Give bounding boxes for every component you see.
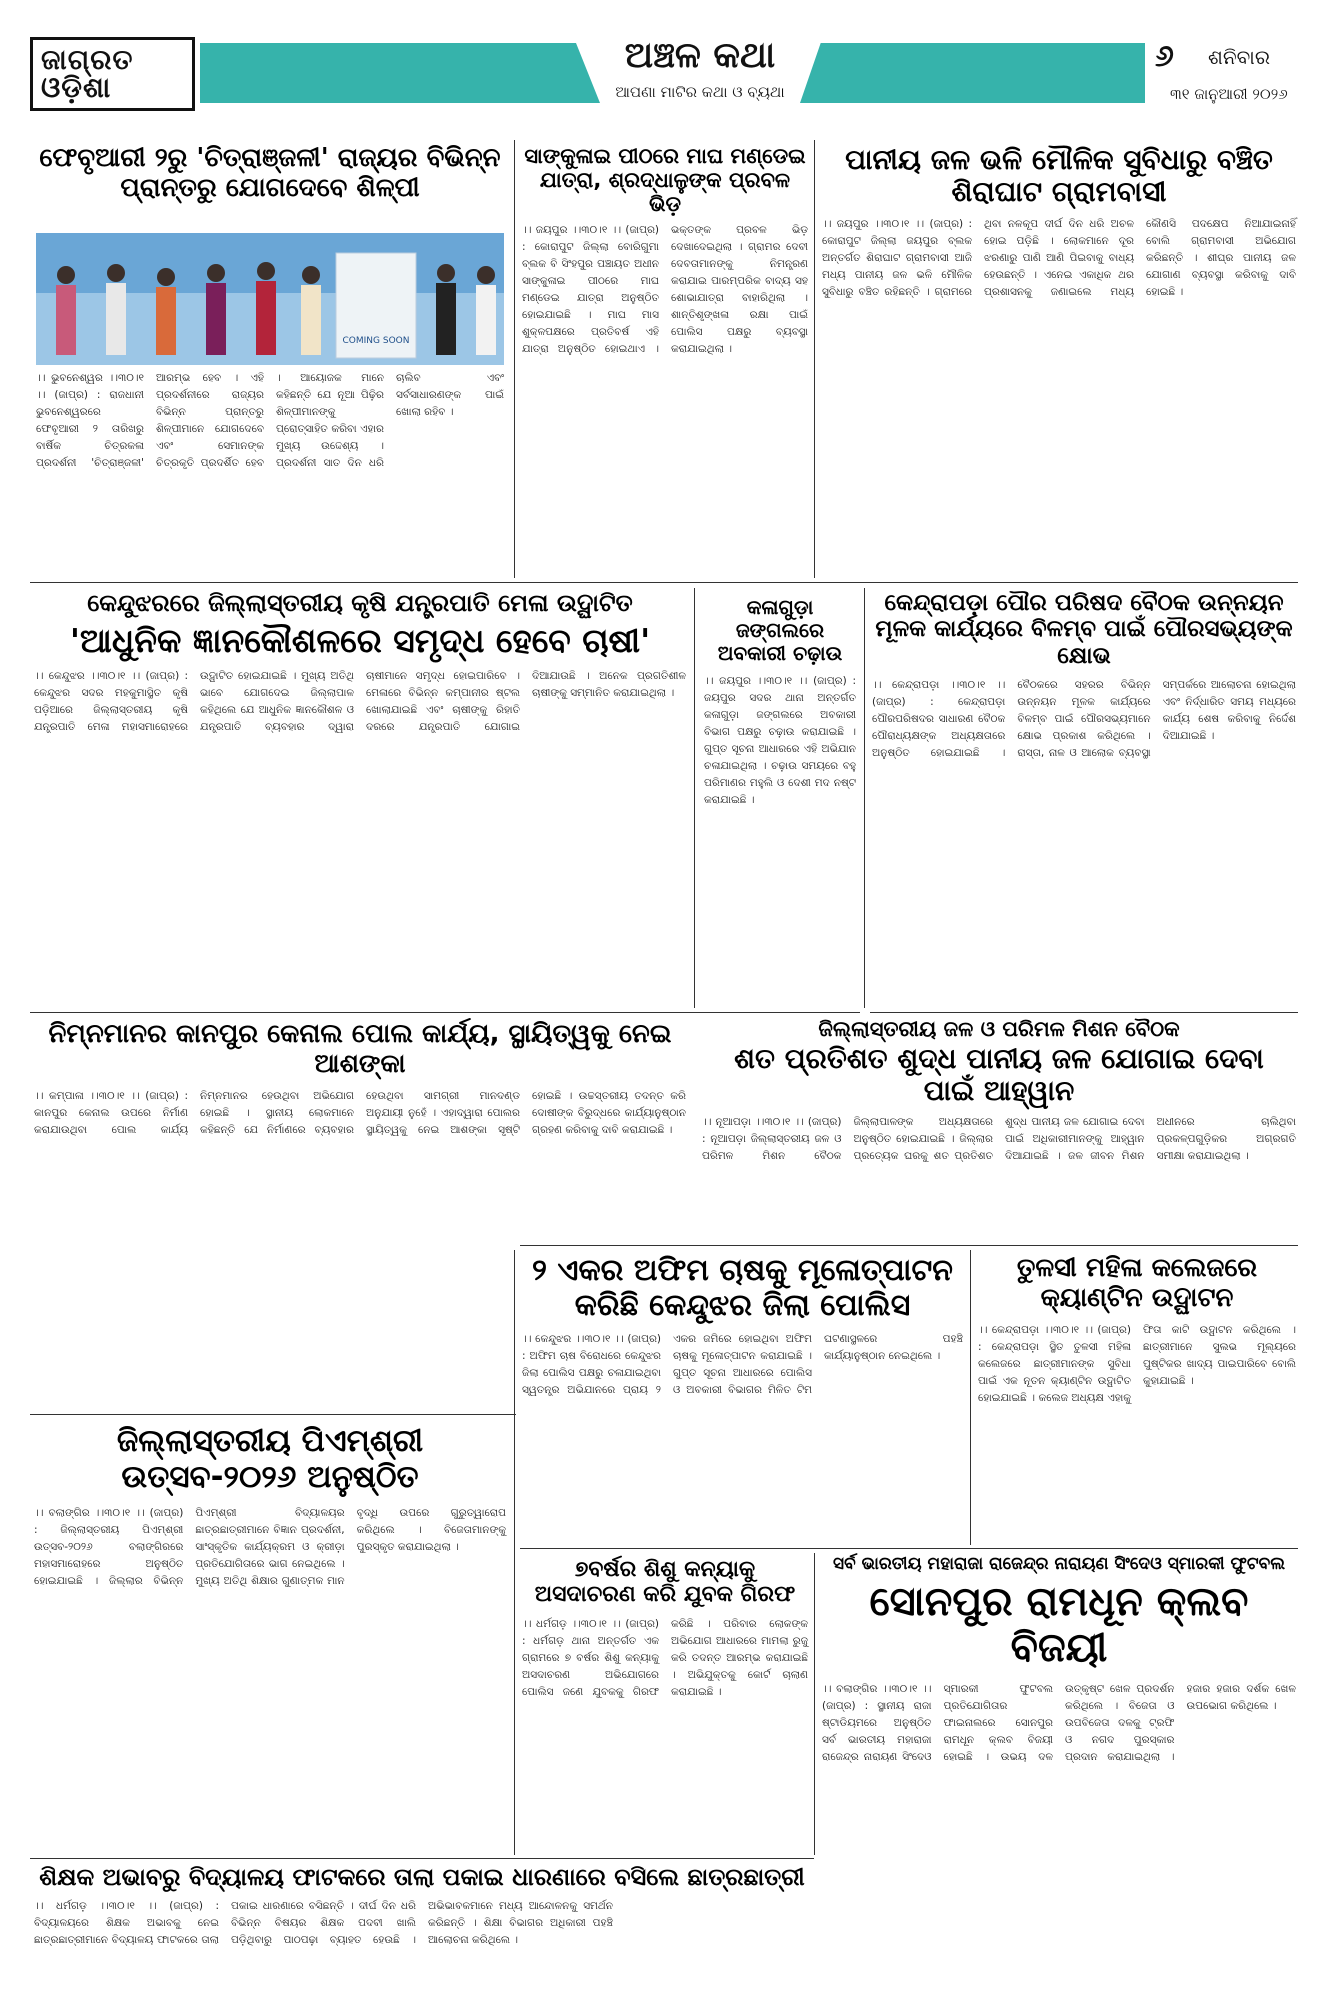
article-football <box>820 1553 1298 1975</box>
article-body: ।। କେନ୍ଦ୍ରାପଡ଼ା ।।୩୦।୧ ।। (ଜାପ୍ର) : କେନ୍ଦ୍ରାପଡ଼ା ସ୍ଥିତ ତୁଳସୀ ମହିଳା କଲେଜରେ ଛାତ୍ରୀମାନଙ୍କ ସୁବିଧା ପାଇଁ ଏକ ନୂତନ କ୍ୟାଣ୍ଟିନ ଉଦ୍ଘାଟିତ ହୋଇଯାଇଛି । କଲେଜ ଅଧ୍ୟକ୍ଷ ଏହାକୁ ଫିତା କାଟି ଉଦ୍ଘାଟନ କରିଥିଲେ । ଛାତ୍ରୀମାନେ ସୁଲଭ ମୂଲ୍ୟରେ ପୁଷ୍ଟିକର ଖାଦ୍ୟ ପାଇପାରିବେ ବୋଲି କୁହାଯାଇଛି । <box>978 1323 1296 1404</box>
column-rule <box>814 1553 815 1855</box>
article-body: ।। ଜୟପୁର ।।୩୦।୧ ।। (ଜାପ୍ର) : କୋରାପୁଟ ଜିଲ୍ଲା ବୋରିଗୁମା ବ୍ଲକ ବି ସିଂହପୁର ପଞ୍ଚାୟତ ଅଧୀନ ସାଙ୍କୁଳାଇ ପୀଠରେ ମାଘ ମଣ୍ଡେଇ ଯାତ୍ରା ଅନୁଷ୍ଠିତ ହୋଇଯାଇଛି । ମାଘ ମାସ ଶୁକ୍ଳପକ୍ଷରେ ପ୍ରତିବର୍ଷ ଏହି ଯାତ୍ରା ଅନୁଷ୍ଠିତ ହୋଇଥାଏ । ଭକ୍ତଙ୍କ ପ୍ରବଳ ଭିଡ଼ ଦେଖାଦେଇଥିଲା । ଗ୍ରାମର ଦେବୀ ଦେବତାମାନଙ୍କୁ ନିମନ୍ତ୍ରଣ କରାଯାଇ ପାରମ୍ପରିକ ବାଦ୍ୟ ସହ ଶୋଭାଯାତ୍ରା ବାହାରିଥିଲା । ଶାନ୍ତିଶୃଙ୍ଖଳା ରକ୍ଷା ପାଇଁ ପୋଲିସ ପକ୍ଷରୁ ବ୍ୟବସ୍ଥା କରାଯାଇଥିଲା । <box>522 224 808 356</box>
kicker: ସର୍ବ ଭାରତୀୟ ମହାରାଜା ରାଜେନ୍ଦ୍ର ନାରାୟଣ ସିଂଦେଓ ସ୍ମାରକୀ ଫୁଟବଲ <box>833 1554 1285 1574</box>
article-excise-raid <box>700 588 860 1008</box>
article-canteen <box>976 1250 1298 1545</box>
row-rule <box>870 1012 1298 1013</box>
article-pm-shri <box>30 1420 510 1852</box>
section-title: ଅଞ୍ଚଳ କଥା <box>624 35 776 76</box>
headline: ତୁଳସୀ ମହିଳା କଲେଜରେ କ୍ୟାଣ୍ଟିନ ଉଦ୍ଘାଟନ <box>1016 1253 1258 1313</box>
headline: ୭ବର୍ଷର ଶିଶୁ କନ୍ୟାକୁ ଅସଦାଚରଣ କରି ଯୁବକ ଗିରଫ <box>534 1557 796 1608</box>
day-name: ଶନିବାର <box>1208 45 1271 69</box>
column-rule <box>864 588 865 1008</box>
headline: 'ଆଧୁନିକ ଜ୍ଞାନକୌଶଳରେ ସମୃଦ୍ଧ ହେବେ ଚାଷୀ' <box>69 620 651 660</box>
column-rule <box>694 588 695 1008</box>
article-opium <box>520 1250 965 1545</box>
masthead <box>30 35 1300 113</box>
row-rule <box>30 1414 516 1415</box>
masthead-teal-band-right <box>800 43 1145 103</box>
article-body: ।। ବଲାଙ୍ଗିର ।।୩୦।୧ ।। (ଜାପ୍ର) : ସ୍ଥାନୀୟ ରାଜା ଷ୍ଟାଡିୟମରେ ଅନୁଷ୍ଠିତ ସର୍ବ ଭାରତୀୟ ମହାରାଜା ରାଜେନ୍ଦ୍ର ନାରାୟଣ ସିଂଦେଓ ସ୍ମାରକୀ ଫୁଟବଲ ପ୍ରତିଯୋଗିତାର ଫାଇନାଲରେ ସୋନପୁର ରାମଧୂନ କ୍ଲବ ବିଜୟୀ ହୋଇଛି । ଉଭୟ ଦଳ ଉତ୍କୃଷ୍ଟ ଖେଳ ପ୍ରଦର୍ଶନ କରିଥିଲେ । ବିଜେତା ଓ ଉପବିଜେତା ଦଳକୁ ଟ୍ରଫି ଓ ନଗଦ ପୁରସ୍କାର ପ୍ରଦାନ କରାଯାଇଥିଲା । ହଜାର ହଜାର ଦର୍ଶକ ଖେଳ ଉପଭୋଗ କରିଥିଲେ । <box>822 1682 1296 1763</box>
article-water-mission <box>700 1015 1298 1241</box>
article-krishi-mela <box>30 588 690 1008</box>
headline: ପାନୀୟ ଜଳ ଭଳି ମୌଳିକ ସୁବିଧାରୁ ବଞ୍ଚିତ ଶିରାଘାଟ ଗ୍ରାମବାସୀ <box>845 143 1273 209</box>
article-body: ।। ଜୟପୁର ।।୩୦।୧ ।। (ଜାପ୍ର) : ଜୟପୁର ସଦର ଥାନା ଅନ୍ତର୍ଗତ କଳାଗୁଡ଼ା ଜଙ୍ଗଲରେ ଅବକାରୀ ବିଭାଗ ପକ୍ଷରୁ ଚଢ଼ାଉ କରାଯାଇଛି । ଗୁପ୍ତ ସୂଚନା ଆଧାରରେ ଏହି ଅଭିଯାନ ଚଳାଯାଇଥିଲା । ଚଢ଼ାଉ ସମୟରେ ବହୁ ପରିମାଣର ମହୁଲି ଓ ଦେଶୀ ମଦ ନଷ୍ଟ କରାଯାଇଛି । <box>704 675 856 806</box>
article-magha-mela <box>520 140 810 578</box>
page-number: ୬ <box>1155 39 1174 74</box>
article-water-facility <box>820 140 1298 578</box>
kicker: କେନ୍ଦୁଝରରେ ଜିଲ୍ଲାସ୍ତରୀୟ କୃଷି ଯନ୍ତ୍ରପାତି ମେଳା ଉଦ୍ଘାଟିତ <box>87 589 633 617</box>
group-photo-image <box>36 233 504 365</box>
headline: ଶତ ପ୍ରତିଶତ ଶୁଦ୍ଧ ପାନୀୟ ଜଳ ଯୋଗାଇ ଦେବା ପାଇଁ ଆହ୍ୱାନ <box>734 1042 1264 1108</box>
article-body: ।। ଜୟପୁର ।।୩୦।୧ ।। (ଜାପ୍ର) : କୋରାପୁଟ ଜିଲ୍ଲା ଜୟପୁର ବ୍ଲକ ଅନ୍ତର୍ଗତ ଶିରାଘାଟ ଗ୍ରାମବାସୀ ଆଜି ମଧ୍ୟ ପାନୀୟ ଜଳ ଭଳି ମୌଳିକ ସୁବିଧାରୁ ବଞ୍ଚିତ ରହିଛନ୍ତି । ଗ୍ରାମରେ ଥିବା ନଳକୂପ ଦୀର୍ଘ ଦିନ ଧରି ଅଚଳ ହୋଇ ପଡ଼ିଛି । ଲୋକମାନେ ଦୂର ଝରଣାରୁ ପାଣି ଆଣି ପିଇବାକୁ ବାଧ୍ୟ ହେଉଛନ୍ତି । ଏନେଇ ଏକାଧିକ ଥର ପ୍ରଶାସନକୁ ଜଣାଇଲେ ମଧ୍ୟ କୌଣସି ପଦକ୍ଷେପ ନିଆଯାଇନାହିଁ ବୋଲି ଗ୍ରାମବାସୀ ଅଭିଯୋଗ କରିଛନ୍ତି । ଶୀଘ୍ର ପାନୀୟ ଜଳ ଯୋଗାଣ ବ୍ୟବସ୍ଥା କରିବାକୁ ଦାବି ହୋଇଛି । <box>822 218 1296 299</box>
column-rule <box>814 140 815 578</box>
column-rule <box>514 1250 515 1855</box>
article-body: ।। ଭୁବନେଶ୍ୱର ।।୩୦।୧ ।। (ଜାପ୍ର) : ରାଜଧାନୀ ଭୁବନେଶ୍ୱରରେ ଫେବୃଆରୀ ୨ ତାରିଖରୁ ବାର୍ଷିକ ଚିତ୍ରକଳା ପ୍ରଦର୍ଶନୀ 'ଚିତ୍ରାଞ୍ଜଳୀ' ଆରମ୍ଭ ହେବ । ଏହି ପ୍ରଦର୍ଶନୀରେ ରାଜ୍ୟର ବିଭିନ୍ନ ପ୍ରାନ୍ତରୁ ଶିଳ୍ପୀମାନେ ଯୋଗଦେବେ ଏବଂ ସେମାନଙ୍କ ଚିତ୍ରକୃତି ପ୍ରଦର୍ଶିତ ହେବ । ଆୟୋଜକ ମାନେ କହିଛନ୍ତି ଯେ ନୂଆ ପିଢ଼ିର ଶିଳ୍ପୀମାନଙ୍କୁ ପ୍ରୋତ୍ସାହିତ କରିବା ଏହାର ମୁଖ୍ୟ ଉଦ୍ଦେଶ୍ୟ । ପ୍ରଦର୍ଶନୀ ସାତ ଦିନ ଧରି ଚାଲିବ ଏବଂ ସର୍ବସାଧାରଣଙ୍କ ପାଇଁ ଖୋଲା ରହିବ । <box>36 372 504 469</box>
placard-text: COMING SOON <box>342 336 410 346</box>
article-body: ।। କେନ୍ଦୁଝର ।।୩୦।୧ ।। (ଜାପ୍ର) : ଅଫିମ ଚାଷ ବିରୋଧରେ କେନ୍ଦୁଝର ଜିଲା ପୋଲିସ ପକ୍ଷରୁ ଚଳାଯାଇଥିବା ସ୍ୱତନ୍ତ୍ର ଅଭିଯାନରେ ପ୍ରାୟ ୨ ଏକର ଜମିରେ ହୋଇଥିବା ଅଫିମ ଚାଷକୁ ମୂଳୋତ୍ପାଟନ କରାଯାଇଛି । ଗୁପ୍ତ ସୂଚନା ଆଧାରରେ ପୋଲିସ ଓ ଅବକାରୀ ବିଭାଗର ମିଳିତ ଟିମ ଘଟଣାସ୍ଥଳରେ ପହଞ୍ଚି କାର୍ଯ୍ୟାନୁଷ୍ଠାନ ନେଇଥିଲେ । <box>522 1333 963 1396</box>
article-photo <box>36 233 504 365</box>
column-rule <box>970 1250 971 1545</box>
row-rule <box>520 1548 1298 1549</box>
article-body: ।। ଧର୍ମଗଡ଼ ।।୩୦।୧ ।। (ଜାପ୍ର) : ବିଦ୍ୟାଳୟରେ ଶିକ୍ଷକ ଅଭାବକୁ ନେଇ ଛାତ୍ରଛାତ୍ରୀମାନେ ବିଦ୍ୟାଳୟ ଫାଟକରେ ତାଲା ପକାଇ ଧାରଣାରେ ବସିଛନ୍ତି । ଦୀର୍ଘ ଦିନ ଧରି ବିଭିନ୍ନ ବିଷୟର ଶିକ୍ଷକ ପଦବୀ ଖାଲି ପଡ଼ିଥିବାରୁ ପାଠପଢ଼ା ବ୍ୟାହତ ହେଉଛି । ଅଭିଭାବକମାନେ ମଧ୍ୟ ଆନ୍ଦୋଳନକୁ ସମର୍ଥନ କରିଛନ୍ତି । ଶିକ୍ଷା ବିଭାଗର ଅଧିକାରୀ ପହଞ୍ଚି ଆଲୋଚନା କରିଥିଲେ । <box>34 1899 613 1946</box>
section-subtitle: ଆପଣା ମାଟିର କଥା ଓ ବ୍ୟଥା <box>615 83 785 101</box>
issue-date: ୩୧ ଜାନୁଆରୀ ୨୦୨୬ <box>1170 85 1288 103</box>
headline: ସାଙ୍କୁଳାଇ ପୀଠରେ ମାଘ ମଣ୍ଡେଇ ଯାତ୍ରା, ଶ୍ରଦ୍ଧାଳୁଙ୍କ ପ୍ରବଳ ଭିଡ଼ <box>524 144 806 217</box>
column-rule <box>514 140 515 578</box>
row-rule <box>30 582 1298 583</box>
article-body: ।। ବଲାଙ୍ଗିର ।।୩୦।୧ ।। (ଜାପ୍ର) : ଜିଲ୍ଲାସ୍ତରୀୟ ପିଏମ୍ଶ୍ରୀ ଉତ୍ସବ-୨୦୨୬ ବଲାଙ୍ଗିରରେ ମହାସମାରୋହରେ ଅନୁଷ୍ଠିତ ହୋଇଯାଇଛି । ଜିଲ୍ଲାର ବିଭିନ୍ନ ପିଏମ୍ଶ୍ରୀ ବିଦ୍ୟାଳୟର ଛାତ୍ରଛାତ୍ରୀମାନେ ବିଜ୍ଞାନ ପ୍ରଦର୍ଶନୀ, ସାଂସ୍କୃତିକ କାର୍ଯ୍ୟକ୍ରମ ଓ କ୍ରୀଡ଼ା ପ୍ରତିଯୋଗିତାରେ ଭାଗ ନେଇଥିଲେ । ମୁଖ୍ୟ ଅତିଥି ଶିକ୍ଷାର ଗୁଣାତ୍ମକ ମାନ ବୃଦ୍ଧି ଉପରେ ଗୁରୁତ୍ୱାରୋପ କରିଥିଲେ । ବିଜେତାମାନଙ୍କୁ ପୁରସ୍କୃତ କରାଯାଇଥିଲା । <box>34 1507 506 1588</box>
article-body: ।। ଧର୍ମଗଡ଼ ।।୩୦।୧ ।। (ଜାପ୍ର) : ଧର୍ମଗଡ଼ ଥାନା ଅନ୍ତର୍ଗତ ଏକ ଗ୍ରାମରେ ୭ ବର୍ଷର ଶିଶୁ କନ୍ୟାକୁ ଅସଦାଚରଣ ଅଭିଯୋଗରେ ପୋଲିସ ଜଣେ ଯୁବକକୁ ଗିରଫ କରିଛି । ପରିବାର ଲୋକଙ୍କ ଅଭିଯୋଗ ଆଧାରରେ ମାମଲା ରୁଜୁ କରି ତଦନ୍ତ ଆରମ୍ଭ କରାଯାଇଛି । ଅଭିଯୁକ୍ତକୁ କୋର୍ଟ ଚାଲାଣ କରାଯାଇଛି । <box>522 1617 808 1698</box>
newspaper-logo: ଜାଗ୍ରତ ଓଡ଼ିଶା <box>30 35 195 113</box>
headline: କଳାଗୁଡ଼ା ଜଙ୍ଗଲରେ ଅବକାରୀ ଚଢ଼ାଉ <box>717 595 843 665</box>
article-body: ।। କେନ୍ଦ୍ରାପଡ଼ା ।।୩୦।୧ ।। (ଜାପ୍ର) : କେନ୍ଦ୍ରାପଡ଼ା ପୌରପରିଷଦର ସାଧାରଣ ବୈଠକ ପୌରାଧ୍ୟକ୍ଷଙ୍କ ଅଧ୍ୟକ୍ଷତାରେ ଅନୁଷ୍ଠିତ ହୋଇଯାଇଛି । ବୈଠକରେ ସହରର ବିଭିନ୍ନ ଉନ୍ନୟନ ମୂଳକ କାର୍ଯ୍ୟରେ ବିଳମ୍ବ ପାଇଁ ପୌରସଭ୍ୟମାନେ କ୍ଷୋଭ ପ୍ରକାଶ କରିଥିଲେ । ରାସ୍ତା, ନାଳ ଓ ଆଲୋକ ବ୍ୟବସ୍ଥା ସମ୍ପର୍କରେ ଆଲୋଚନା ହୋଇଥିଲା ଏବଂ ନିର୍ଦ୍ଧାରିତ ସମୟ ମଧ୍ୟରେ କାର୍ଯ୍ୟ ଶେଷ କରିବାକୁ ନିର୍ଦ୍ଦେଶ ଦିଆଯାଇଛି । <box>872 679 1296 760</box>
headline: ୨ ଏକର ଅଫିମ ଚାଷକୁ ମୂଳୋତ୍ପାଟନ କରିଛି କେନ୍ଦୁଝର ଜିଲା ପୋଲିସ <box>532 1253 953 1323</box>
headline: ଫେବୃଆରୀ ୨ରୁ 'ଚିତ୍ରାଞ୍ଜଳୀ' ରାଜ୍ୟର ବିଭିନ୍ନ ପ୍ରାନ୍ତରୁ ଯୋଗଦେବେ ଶିଳ୍ପୀ <box>39 143 501 203</box>
row-rule <box>30 1012 860 1013</box>
row-rule <box>520 1245 1298 1246</box>
article-school-lock <box>30 1862 814 1977</box>
article-council-meeting <box>870 588 1298 1008</box>
headline: ଜିଲ୍ଲାସ୍ତରୀୟ ପିଏମ୍ଶ୍ରୀ ଉତ୍ସବ-୨୦୨୬ ଅନୁଷ୍ଠିତ <box>116 1423 424 1495</box>
headline: କେନ୍ଦ୍ରାପଡ଼ା ପୌର ପରିଷଦ ବୈଠକ ଉନ୍ନୟନ ମୂଳକ କାର୍ଯ୍ୟରେ ବିଳମ୍ବ ପାଇଁ ପୌରସଭ୍ୟଙ୍କ କ୍ଷୋଭ <box>875 590 1293 669</box>
article-body: ।। କେନ୍ଦୁଝର ।।୩୦।୧ ।। (ଜାପ୍ର) : କେନ୍ଦୁଝର ସଦର ମହକୁମାସ୍ଥିତ କୃଷି ପଡ଼ିଆରେ ଜିଲ୍ଲାସ୍ତରୀୟ କୃଷି ଯନ୍ତ୍ରପାତି ମେଳା ମହାସମାରୋହରେ ଉଦ୍ଘାଟିତ ହୋଇଯାଇଛି । ମୁଖ୍ୟ ଅତିଥି ଭାବେ ଯୋଗଦେଇ ଜିଲ୍ଲାପାଳ କହିଥିଲେ ଯେ ଆଧୁନିକ ଜ୍ଞାନକୌଶଳ ଓ ଯନ୍ତ୍ରପାତି ବ୍ୟବହାର ଦ୍ୱାରା ଚାଷୀମାନେ ସମୃଦ୍ଧ ହୋଇପାରିବେ । ମେଳାରେ ବିଭିନ୍ନ କମ୍ପାନୀର ଷ୍ଟଲ ଖୋଲାଯାଇଛି ଏବଂ ଚାଷୀଙ୍କୁ ରିହାତି ଦରରେ ଯନ୍ତ୍ରପାତି ଯୋଗାଇ ଦିଆଯାଉଛି । ଅନେକ ପ୍ରଗତିଶୀଳ ଚାଷୀଙ୍କୁ ସମ୍ମାନିତ କରାଯାଇଥିଲା । <box>34 669 686 733</box>
kicker: ଜିଲ୍ଲାସ୍ତରୀୟ ଜଳ ଓ ପରିମଳ ମିଶନ ବୈଠକ <box>818 1017 1180 1041</box>
row-rule <box>30 1858 814 1859</box>
article-body: ।। ନୂଆପଡ଼ା ।।୩୦।୧ ।। (ଜାପ୍ର) : ନୂଆପଡ଼ା ଜିଲ୍ଲାସ୍ତରୀୟ ଜଳ ଓ ପରିମଳ ମିଶନ ବୈଠକ ଜିଲ୍ଲାପାଳଙ୍କ ଅଧ୍ୟକ୍ଷତାରେ ଅନୁଷ୍ଠିତ ହୋଇଯାଇଛି । ଜିଲ୍ଲାର ପ୍ରତ୍ୟେକ ଘରକୁ ଶତ ପ୍ରତିଶତ ଶୁଦ୍ଧ ପାନୀୟ ଜଳ ଯୋଗାଇ ଦେବା ପାଇଁ ଅଧିକାରୀମାନଙ୍କୁ ଆହ୍ୱାନ ଦିଆଯାଇଛି । ଜଳ ଜୀବନ ମିଶନ ଅଧୀନରେ ଚାଲିଥିବା ପ୍ରକଳ୍ପଗୁଡ଼ିକର ଅଗ୍ରଗତି ସମୀକ୍ଷା କରାଯାଇଥିଲା । <box>702 1115 1296 1162</box>
masthead-teal-band-left <box>200 43 600 103</box>
headline: ଶିକ୍ଷକ ଅଭାବରୁ ବିଦ୍ୟାଳୟ ଫାଟକରେ ତାଲା ପକାଇ ଧାରଣାରେ ବସିଲେ ଛାତ୍ରଛାତ୍ରୀ <box>39 1863 805 1891</box>
headline: ନିମ୍ନମାନର କାନପୁର କେନାଲ ପୋଲ କାର୍ଯ୍ୟ, ସ୍ଥାୟିତ୍ୱକୁ ନେଇ ଆଶଙ୍କା <box>48 1019 672 1079</box>
headline: ସୋନପୁର ରାମଧୂନ କ୍ଲବ ବିଜୟୀ <box>869 1578 1249 1671</box>
article-arrest <box>520 1553 810 1855</box>
article-body: ।। କମ୍ପାଳା ।।୩୦।୧ ।। (ଜାପ୍ର) : କାନପୁର କେନାଲ ଉପରେ ନିର୍ମାଣ କରାଯାଉଥିବା ପୋଲ କାର୍ଯ୍ୟ ନିମ୍ନମାନର ହେଉଥିବା ଅଭିଯୋଗ ହୋଇଛି । ସ୍ଥାନୀୟ ଲୋକମାନେ କହିଛନ୍ତି ଯେ ନିର୍ମାଣରେ ବ୍ୟବହାର ହେଉଥିବା ସାମଗ୍ରୀ ମାନଦଣ୍ଡ ଅନୁଯାୟୀ ନୁହେଁ । ଏହାଦ୍ୱାରା ପୋଲର ସ୍ଥାୟିତ୍ୱକୁ ନେଇ ଆଶଙ୍କା ସୃଷ୍ଟି ହୋଇଛି । ଉଚ୍ଚସ୍ତରୀୟ ତଦନ୍ତ କରି ଦୋଷୀଙ୍କ ବିରୁଦ୍ଧରେ କାର୍ଯ୍ୟାନୁଷ୍ଠାନ ଗ୍ରହଣ କରିବାକୁ ଦାବି କରାଯାଇଛି । <box>34 1089 686 1136</box>
